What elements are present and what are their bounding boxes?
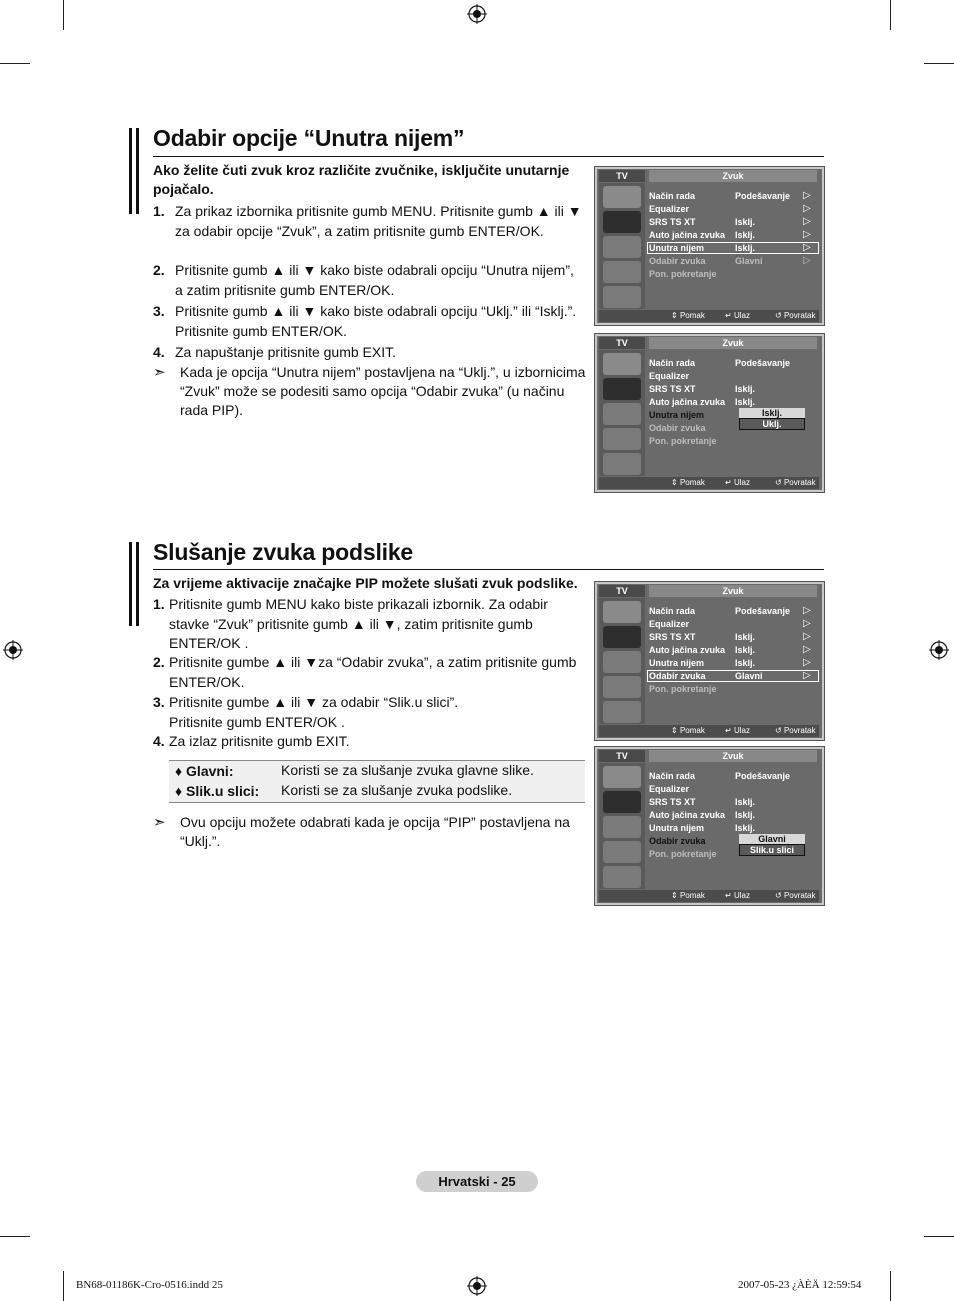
section2-title: Slušanje zvuka podslike xyxy=(153,539,414,565)
nav-bar xyxy=(599,310,819,322)
nav-return: ↺ Povratak xyxy=(775,478,816,487)
item-value: Isklj. xyxy=(735,810,756,820)
step-number: 4. xyxy=(153,344,165,360)
item-value: Podešavanje xyxy=(735,771,791,781)
nav-return: ↺ Povratak xyxy=(775,891,816,900)
step-text: Pritisnite gumbe ▲ ili ▼ za odabir “Slik.u slici”. Pritisnite gumb ENTER/OK . xyxy=(169,694,459,730)
section1-lead: Ako želite čuti zvuk kroz različite zvučnike, isključite unutarnje pojačalo. xyxy=(153,162,570,197)
item-value: Podešavanje xyxy=(735,606,791,616)
nav-move: ⇕ Pomak xyxy=(671,726,705,735)
setup-menu-icon xyxy=(603,676,641,698)
menu-item xyxy=(649,242,811,253)
menu-item xyxy=(649,849,717,859)
sound-menu-icon xyxy=(603,626,641,648)
nav-bar xyxy=(599,477,819,489)
crop-mark xyxy=(63,1271,64,1301)
tv-label: TV xyxy=(599,337,645,349)
option-value: Koristi se za slušanje zvuka glavne slike. xyxy=(281,762,534,778)
submenu-arrow-icon: ▷ xyxy=(803,605,811,616)
step-number: 1. xyxy=(153,203,165,219)
tv-label: TV xyxy=(599,585,645,597)
footer-file-info: BN68-01186K-Cro-0516.indd 25 xyxy=(76,1279,223,1291)
nav-bar xyxy=(599,890,819,902)
menu-item xyxy=(649,203,811,214)
nav-return: ↺ Povratak xyxy=(775,726,816,735)
section1-step-1 xyxy=(153,202,583,260)
item-value: Podešavanje xyxy=(735,191,791,201)
section2-step-2 xyxy=(153,653,585,693)
picture-menu-icon xyxy=(603,186,641,208)
crop-mark xyxy=(924,63,954,64)
menu-title: Zvuk xyxy=(649,170,817,182)
setup-menu-icon xyxy=(603,261,641,283)
section1-note xyxy=(153,363,587,423)
input-menu-icon xyxy=(603,453,641,475)
tv-menu-screen xyxy=(595,747,824,905)
sound-menu-icon xyxy=(603,211,641,233)
options-table xyxy=(169,760,585,803)
menu-item xyxy=(649,216,811,227)
menu-item xyxy=(649,797,756,807)
menu-item xyxy=(649,358,791,368)
item-label: Odabir zvuka xyxy=(649,836,706,846)
picture-menu-icon xyxy=(603,601,641,623)
menu-item xyxy=(649,771,791,781)
picture-menu-icon xyxy=(603,766,641,788)
submenu-arrow-icon: ▷ xyxy=(803,631,811,642)
setup-menu-icon xyxy=(603,428,641,450)
step-number: 1. xyxy=(153,596,165,612)
nav-enter: ↵ Ulaz xyxy=(725,478,750,487)
item-value: Isklj. xyxy=(735,658,756,668)
item-label: Način rada xyxy=(649,771,696,781)
menu-sidebar xyxy=(599,763,645,889)
nav-enter: ↵ Ulaz xyxy=(725,311,750,320)
item-value: Isklj. xyxy=(735,397,756,407)
item-label: Equalizer xyxy=(649,204,690,214)
menu-title: Zvuk xyxy=(649,585,817,597)
registration-mark-icon xyxy=(467,4,487,24)
item-label: SRS TS XT xyxy=(649,384,696,394)
item-label: Unutra nijem xyxy=(649,823,705,833)
step-text: Pritisnite gumb MENU kako biste prikazali izbornik. Za odabir stavke “Zvuk” pritisnite gumb ▲ ili ▼, zatim pritisnite gumb ENTER/OK . xyxy=(169,596,548,651)
section-bar xyxy=(136,542,139,626)
menu-title: Zvuk xyxy=(649,750,817,762)
popup-option[interactable]: Glavni xyxy=(758,834,786,844)
nav-return: ↺ Povratak xyxy=(775,311,816,320)
popup-option-selected[interactable]: Uklj. xyxy=(739,418,805,430)
section1-step-4 xyxy=(153,343,583,363)
section2-step-1 xyxy=(153,595,585,653)
menu-item xyxy=(649,255,811,266)
step-number: 3. xyxy=(153,694,165,710)
submenu-arrow-icon: ▷ xyxy=(803,255,811,266)
menu-item xyxy=(649,836,706,846)
option-popup xyxy=(739,408,805,430)
section1-step-3 xyxy=(153,302,583,342)
submenu-arrow-icon: ▷ xyxy=(803,216,811,227)
item-value: Isklj. xyxy=(735,632,756,642)
menu-item xyxy=(649,784,689,794)
item-label: Auto jačina zvuka xyxy=(649,397,726,407)
menu-item xyxy=(649,423,706,433)
tv-menu-screen xyxy=(595,167,824,325)
nav-enter: ↵ Ulaz xyxy=(725,726,750,735)
step-text: Za napuštanje pritisnite gumb EXIT. xyxy=(175,344,397,360)
menu-item xyxy=(649,371,689,381)
item-label: Equalizer xyxy=(649,784,690,794)
menu-sidebar xyxy=(599,350,645,476)
item-label: SRS TS XT xyxy=(649,632,696,642)
section1-rule xyxy=(153,156,824,157)
submenu-arrow-icon: ▷ xyxy=(803,203,811,214)
section-bar xyxy=(129,542,132,626)
item-value: Isklj. xyxy=(735,384,756,394)
sound-menu-icon xyxy=(603,378,641,400)
menu-item xyxy=(649,618,811,629)
item-label: Unutra nijem xyxy=(649,658,705,668)
item-label: Odabir zvuka xyxy=(649,671,706,681)
step-number: 3. xyxy=(153,303,165,319)
crop-mark xyxy=(0,63,30,64)
tv-menu-screen xyxy=(595,582,824,740)
submenu-arrow-icon: ▷ xyxy=(803,242,811,253)
section2-rule xyxy=(153,569,824,570)
table-row xyxy=(169,781,585,801)
crop-mark xyxy=(890,1271,891,1301)
menu-item xyxy=(649,631,811,642)
submenu-arrow-icon: ▷ xyxy=(803,644,811,655)
menu-item xyxy=(649,684,717,694)
step-text: Pritisnite gumb ▲ ili ▼ kako biste odabrali opciju “Uklj.” ili “Isklj.”. Pritisnite gumb ENTER/OK. xyxy=(175,303,577,339)
item-label: Odabir zvuka xyxy=(649,256,706,266)
item-label: Način rada xyxy=(649,191,696,201)
nav-bar xyxy=(599,725,819,737)
footer-timestamp: 2007-05-23 ¿ÀÈÄ 12:59:54 xyxy=(738,1279,862,1291)
item-label: Equalizer xyxy=(649,371,690,381)
item-label: Način rada xyxy=(649,606,696,616)
step-text: Pritisnite gumb ▲ ili ▼ kako biste odabrali opciju “Unutra nijem”, a zatim pritisnite gumb ENTER/OK. xyxy=(175,262,574,298)
menu-item xyxy=(649,410,704,420)
item-value: Glavni xyxy=(735,256,763,266)
option-key: ♦ Glavni: xyxy=(175,763,234,779)
section-bar xyxy=(136,128,139,214)
note-text: Ovu opciju možete odabrati kada je opcija “PIP” postavljena na “Uklj.”. xyxy=(180,814,570,849)
item-value: Isklj. xyxy=(735,217,756,227)
item-value: Isklj. xyxy=(735,823,756,833)
section2-note xyxy=(153,813,587,853)
section2-step-4 xyxy=(153,732,585,752)
channel-menu-icon xyxy=(603,651,641,673)
sound-menu-icon xyxy=(603,791,641,813)
table-row xyxy=(169,761,585,781)
item-label: SRS TS XT xyxy=(649,797,696,807)
crop-mark xyxy=(890,0,891,30)
item-value: Isklj. xyxy=(735,645,756,655)
item-label: Unutra nijem xyxy=(649,243,705,253)
item-label: Pon. pokretanje xyxy=(649,849,717,859)
option-popup xyxy=(739,834,805,856)
section1-step-2 xyxy=(153,261,583,301)
item-label: Auto jačina zvuka xyxy=(649,810,726,820)
item-label: Pon. pokretanje xyxy=(649,684,717,694)
tv-label: TV xyxy=(599,750,645,762)
picture-menu-icon xyxy=(603,353,641,375)
item-value: Isklj. xyxy=(735,797,756,807)
menu-sidebar xyxy=(599,598,645,724)
menu-item xyxy=(649,384,756,394)
item-label: Auto jačina zvuka xyxy=(649,230,726,240)
registration-mark-icon xyxy=(467,1276,487,1296)
menu-item xyxy=(649,644,811,655)
menu-title: Zvuk xyxy=(649,337,817,349)
menu-item xyxy=(649,605,811,616)
item-label: Odabir zvuka xyxy=(649,423,706,433)
page-number-badge: Hrvatski - 25 xyxy=(416,1171,538,1192)
popup-option[interactable]: Isklj. xyxy=(761,408,782,418)
section-bar xyxy=(129,128,132,214)
note-text: Kada je opcija “Unutra nijem” postavljena na “Uklj.”, u izbornicima “Zvuk” može se podesiti samo opcija “Odabir zvuka” (u načinu rada PIP). xyxy=(180,364,586,418)
submenu-arrow-icon: ▷ xyxy=(803,670,811,681)
item-label: SRS TS XT xyxy=(649,217,696,227)
item-label: Unutra nijem xyxy=(649,410,705,420)
item-value: Isklj. xyxy=(735,243,756,253)
nav-move: ⇕ Pomak xyxy=(671,891,705,900)
menu-item xyxy=(649,823,756,833)
registration-mark-icon xyxy=(929,640,949,660)
note-arrow-icon: ➣ xyxy=(153,364,166,381)
item-value: Podešavanje xyxy=(735,358,791,368)
input-menu-icon xyxy=(603,286,641,308)
menu-item xyxy=(649,397,756,407)
input-menu-icon xyxy=(603,866,641,888)
note-arrow-icon: ➣ xyxy=(153,814,166,831)
option-value: Koristi se za slušanje zvuka podslike. xyxy=(281,782,513,798)
submenu-arrow-icon: ▷ xyxy=(803,190,811,201)
item-label: Auto jačina zvuka xyxy=(649,645,726,655)
section1-title: Odabir opcije “Unutra nijem” xyxy=(153,125,465,151)
tv-menu-screen xyxy=(595,334,824,492)
step-text: Pritisnite gumbe ▲ ili ▼za “Odabir zvuka”, a zatim pritisnite gumb ENTER/OK. xyxy=(169,654,577,690)
item-label: Pon. pokretanje xyxy=(649,269,717,279)
crop-mark xyxy=(924,1236,954,1237)
menu-sidebar xyxy=(599,183,645,309)
setup-menu-icon xyxy=(603,841,641,863)
input-menu-icon xyxy=(603,701,641,723)
item-value: Isklj. xyxy=(735,230,756,240)
section2-lead: Za vrijeme aktivacije značajke PIP možete slušati zvuk podslike. xyxy=(153,575,578,591)
item-label: Equalizer xyxy=(649,619,690,629)
registration-mark-icon xyxy=(3,640,23,660)
submenu-arrow-icon: ▷ xyxy=(803,657,811,668)
menu-item xyxy=(649,269,717,279)
step-text: Za prikaz izbornika pritisnite gumb MENU. Pritisnite gumb ▲ ili ▼ za odabir opcije “Zvuk”, a zatim pritisnite gumb ENTER/OK. xyxy=(175,203,582,239)
popup-option-selected[interactable]: Slik.u slici xyxy=(739,844,805,856)
nav-enter: ↵ Ulaz xyxy=(725,891,750,900)
step-number: 2. xyxy=(153,654,165,670)
item-value: Glavni xyxy=(735,671,763,681)
channel-menu-icon xyxy=(603,236,641,258)
menu-item xyxy=(649,436,717,446)
menu-item xyxy=(649,190,811,201)
menu-item xyxy=(649,657,811,668)
menu-item xyxy=(649,810,756,820)
item-label: Način rada xyxy=(649,358,696,368)
submenu-arrow-icon: ▷ xyxy=(803,618,811,629)
menu-item xyxy=(649,670,811,681)
step-text: Za izlaz pritisnite gumb EXIT. xyxy=(169,733,350,749)
section2-step-3 xyxy=(153,693,585,733)
channel-menu-icon xyxy=(603,403,641,425)
submenu-arrow-icon: ▷ xyxy=(803,229,811,240)
nav-move: ⇕ Pomak xyxy=(671,478,705,487)
crop-mark xyxy=(63,0,64,30)
channel-menu-icon xyxy=(603,816,641,838)
menu-item xyxy=(649,229,811,240)
tv-label: TV xyxy=(599,170,645,182)
nav-move: ⇕ Pomak xyxy=(671,311,705,320)
crop-mark xyxy=(0,1236,30,1237)
item-label: Pon. pokretanje xyxy=(649,436,717,446)
step-number: 4. xyxy=(153,733,165,749)
option-key: ♦ Slik.u slici: xyxy=(175,783,260,799)
step-number: 2. xyxy=(153,262,165,278)
